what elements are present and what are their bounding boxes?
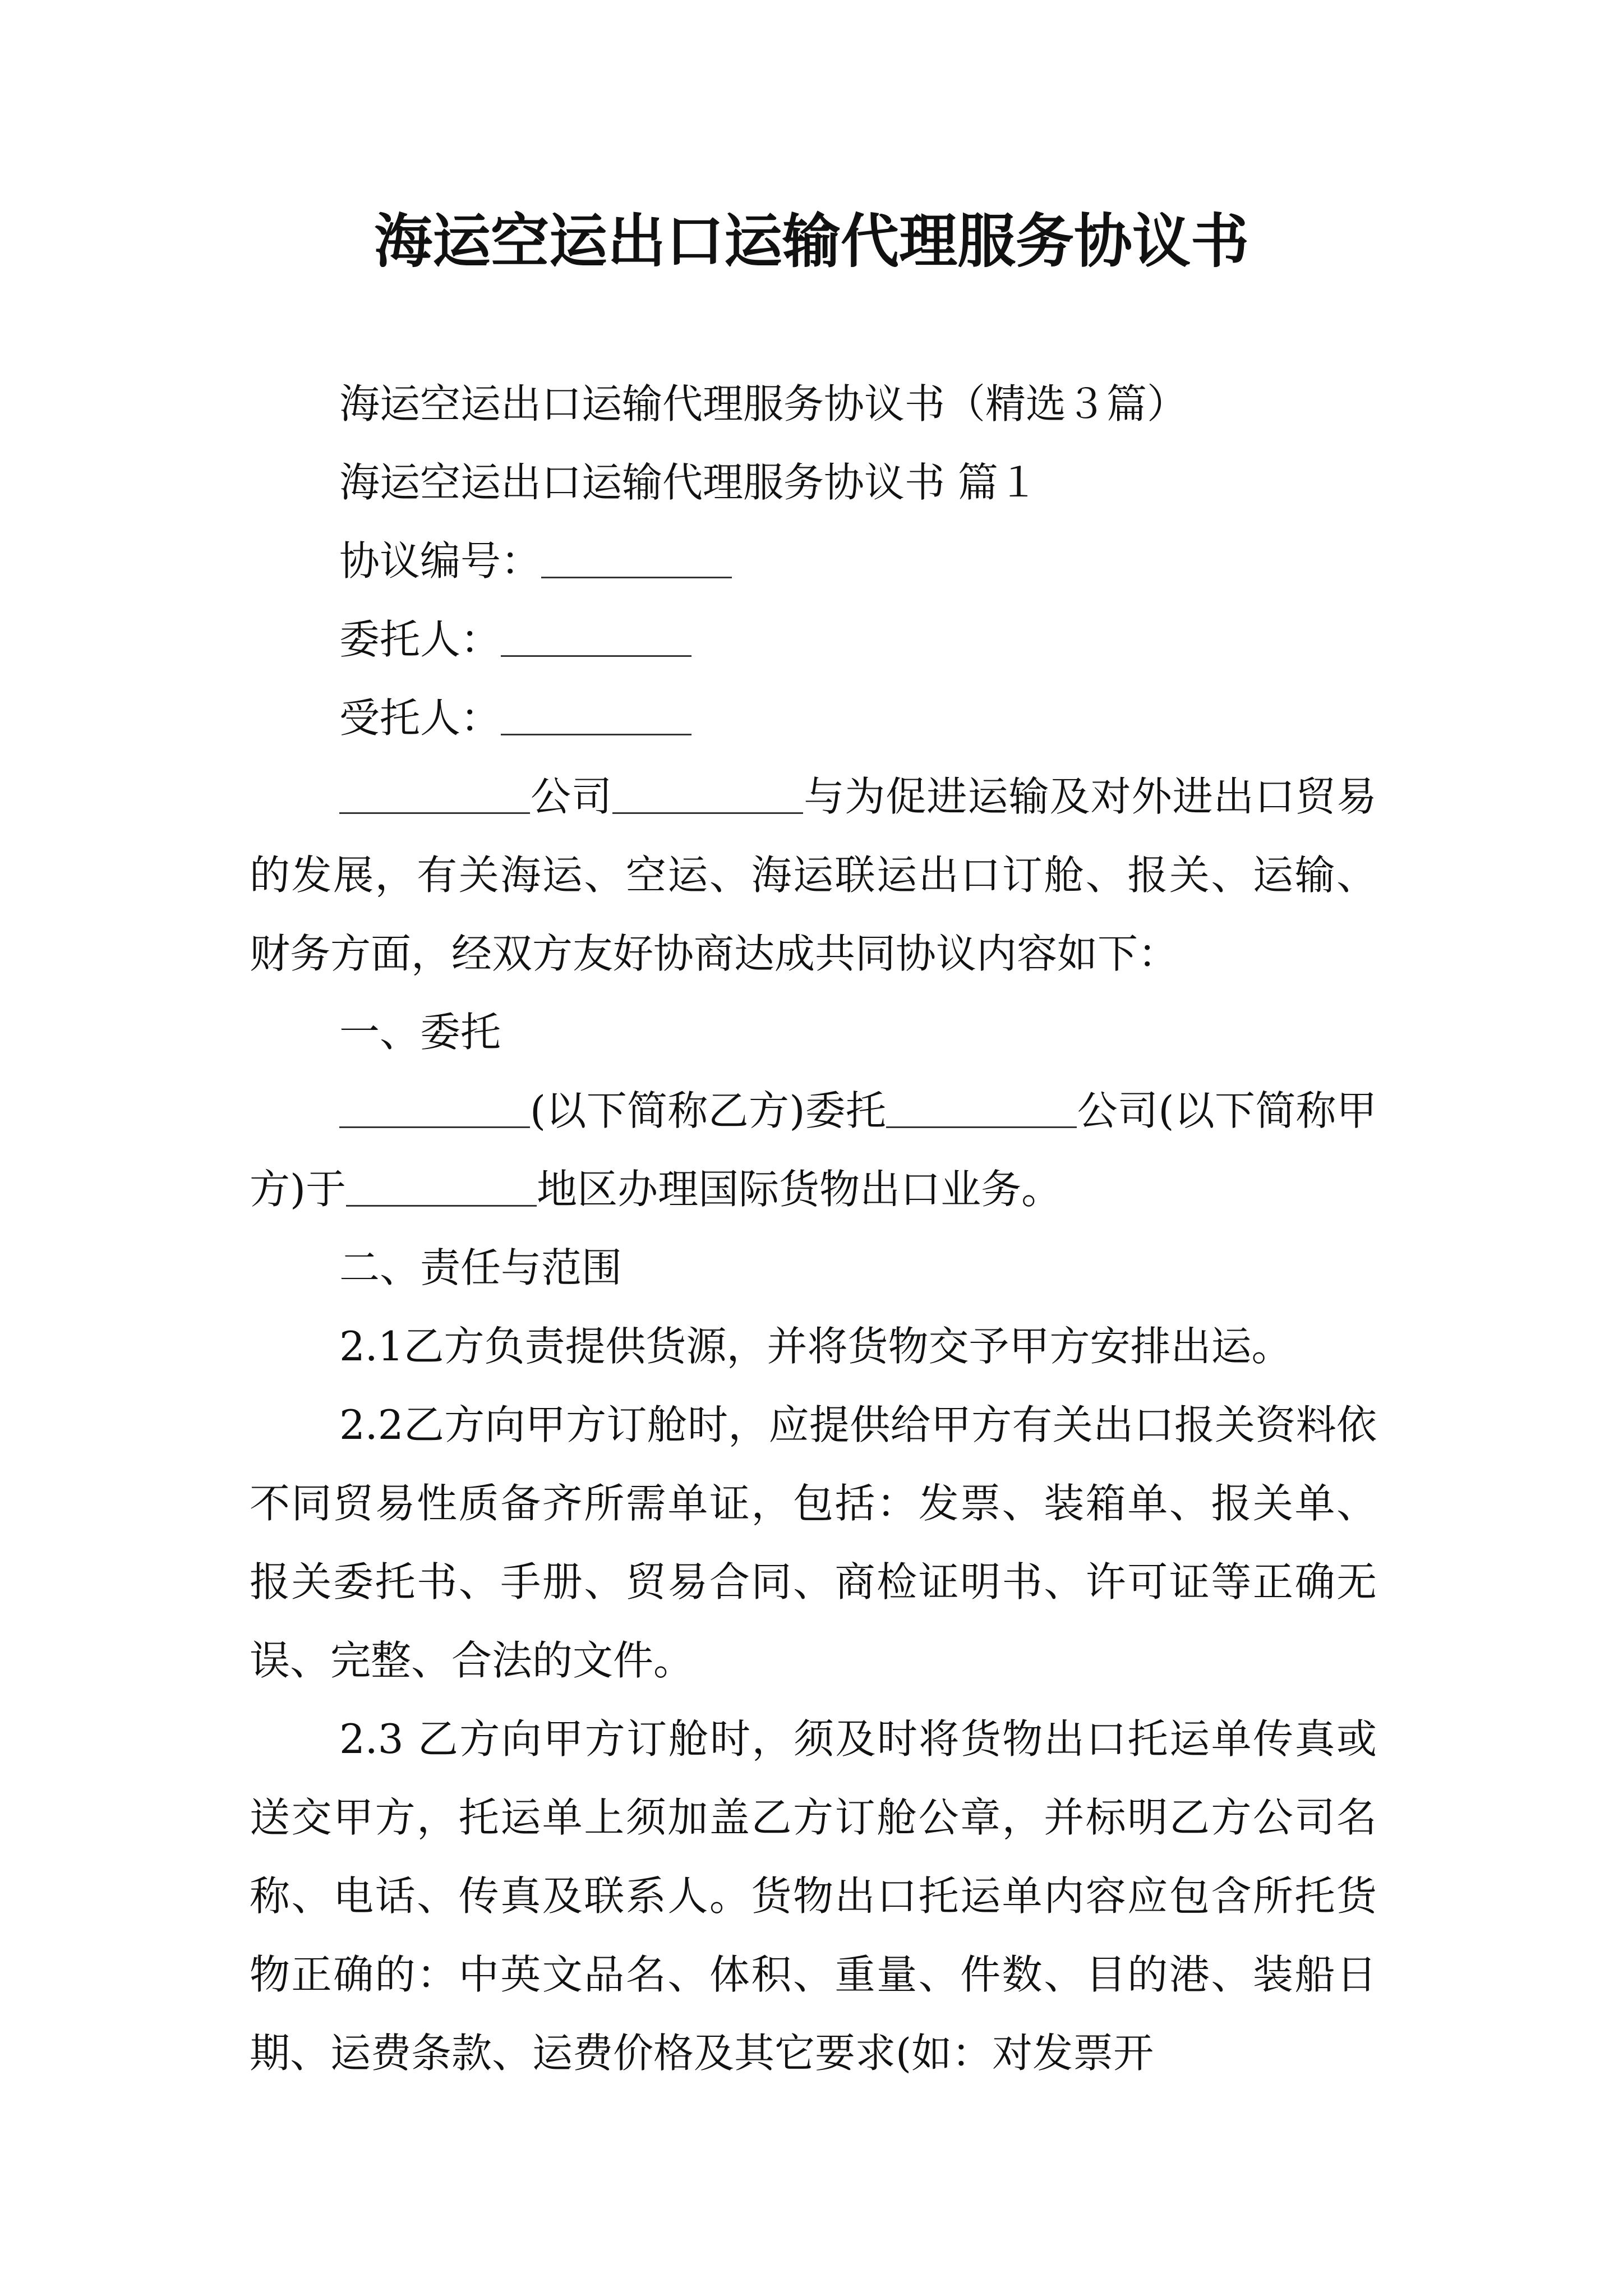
text-run: 地区办理国际货物出口业务。 — [537, 1166, 1062, 1213]
field-label: 委托人： — [339, 616, 501, 663]
field-label: 受托人： — [339, 694, 501, 742]
blank-line — [346, 1160, 537, 1207]
section-heading-1: 一、委托 — [339, 1009, 501, 1056]
clause-2-3: 2.3 乙方向甲方订舱时，须及时将货物出口托运单传真或送交甲方，托运单上须加盖乙方订舱公章，并标明乙方公司名称、电话、传真及联系人。货物出口托运单内容应包含所托货物正确的：中英文品名、体积、重量、件数、目的港、装船日期、运费条款、运费价格及其它要求(如：对发票开 — [250, 1715, 1377, 2077]
blank-line — [501, 689, 691, 735]
blank-line — [541, 532, 732, 578]
blank-line — [612, 767, 803, 814]
blank-line — [886, 1082, 1077, 1128]
field-agreement-number — [250, 522, 1377, 600]
field-agent — [250, 679, 1377, 757]
paragraph-preamble — [250, 757, 1377, 993]
blank-line — [501, 610, 691, 657]
text-run: 与为促进运输及对外进出口贸易的发展，有关海运、空运、海运联运出口订舱、报关、运输、财务方面，经双方友好协商达成共同协议内容如下： — [250, 773, 1377, 977]
clause-2-1: 2.1乙方负责提供货源，并将货物交予甲方安排出运。 — [339, 1323, 1292, 1370]
field-label: 协议编号： — [339, 537, 542, 585]
paragraph-part-heading: 海运空运出口运输代理服务协议书 篇１ — [339, 459, 1039, 506]
section-heading-2: 二、责任与范围 — [339, 1244, 623, 1291]
paragraph-collection-title: 海运空运出口运输代理服务协议书（精选３篇） — [339, 380, 1188, 427]
blank-line — [339, 1082, 530, 1128]
text-run: (以下简称乙方)委托 — [530, 1087, 887, 1134]
paragraph-entrust — [250, 1071, 1377, 1228]
document-title: 海运空运出口运输代理服务协议书 — [374, 206, 1249, 275]
text-run: 公司(以下简称甲方)于 — [250, 1087, 1377, 1213]
document-body — [250, 365, 1377, 2092]
field-principal — [250, 600, 1377, 679]
clause-2-2: 2.2乙方向甲方订舱时，应提供给甲方有关出口报关资料依不同贸易性质备齐所需单证，包括：发票、装箱单、报关单、报关委托书、手册、贸易合同、商检证明书、许可证等正确无误、完整、合法的文件。 — [250, 1401, 1377, 1684]
blank-line — [339, 767, 530, 814]
text-run: 公司 — [530, 773, 613, 820]
